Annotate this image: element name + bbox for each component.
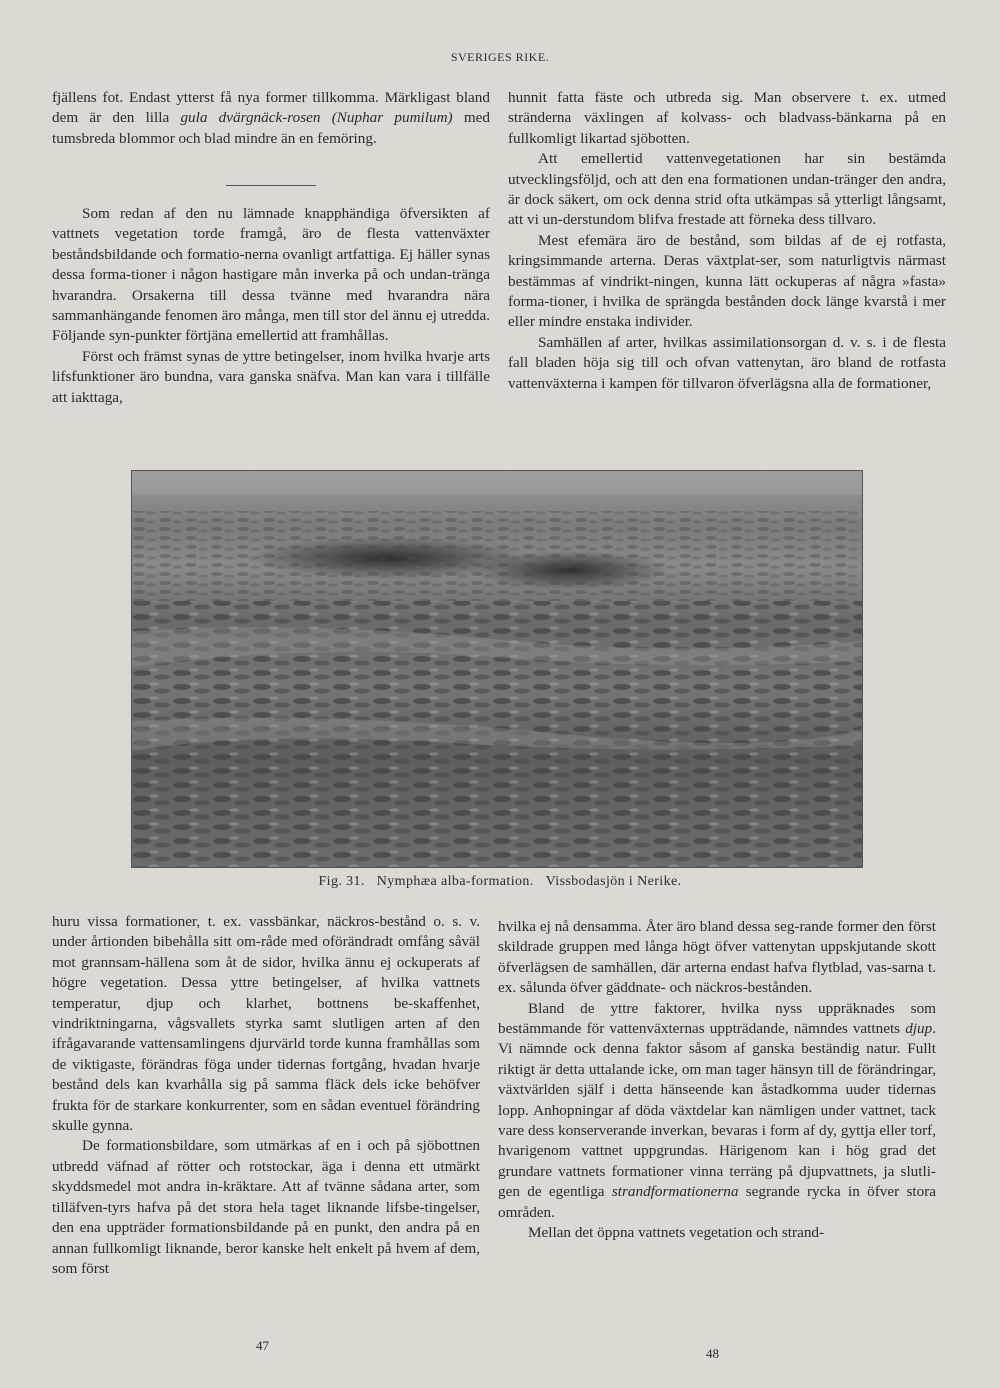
text-run: Bland de yttre faktorer, hvilka nyss uppräknades som bestämmande för vattenväxternas uppträdande, nämndes vattnets bbox=[498, 999, 936, 1038]
pond-photo-texture bbox=[132, 471, 862, 867]
column-bottom-left bbox=[52, 912, 480, 1279]
column-top-right bbox=[508, 88, 946, 394]
paragraph: Mest efemära äro de bestånd, som bildas af de ej rotfasta, kringsimmande arterna. Deras växtplat-ser, som naturligtvis närmast bestämmas af vindrikt-ningen, kunna lätt ockuperas af några »fasta» forma-tioner, i hvilka de sprängda bestånden dock länge kvarstå i mer eller mindre enstaka individer. bbox=[508, 231, 946, 331]
paragraph: De formationsbildare, som utmärkas af en i och på sjöbottnen utbredd väfnad af rötter och rotstockar, äga i denna ett utmärkt skyddsmedel mot andra in-kräktare. Att af tvänne sådana arter, som tilläfven-tyrs hafva på det stora hela taget liknande lifsbe-tingelser, den ena uppträder formationsbildande på en punkt, den andra på en annan fullkomligt liknande, beror kanske helt enkelt på hvem af dem, som först bbox=[52, 1137, 480, 1277]
paragraph: Som redan af den nu lämnade knapphändiga öfversikten af vattnets vegetation torde framgå, äro de flesta vattenväxter beståndsbildande och formatio-nerna ovanligt artfattiga. Ej häller synas dessa forma-tioner i någon hastigare mån inverka på och undan-tränga hvarandra. Orsakerna till dessa tvänne med hvarandra nära sammanhängande fenomen äro många, men till stor del ännu ej utredda. Följande syn-punkter förtjäna emellertid att framhållas. bbox=[52, 205, 490, 345]
paragraph: Först och främst synas de yttre betingelser, inom hvilka hvarje arts lifsfunktioner äro bundna, vara ganska snäfva. Man kan vara i tillfälle att iakttaga, bbox=[52, 347, 490, 406]
paragraph: Samhällen af arter, hvilkas assimilationsorgan d. v. s. i de flesta fall bladen höja sig till och ofvan vattenytan, äro bland de rotfasta vattenväxterna i kampen för tillvaron öfverlägsna alla de formationer, bbox=[508, 333, 946, 392]
paragraph: Mellan det öppna vattnets vegetation och strand- bbox=[528, 1224, 825, 1242]
paragraph: hvilka ej nå densamma. Åter äro bland dessa seg-rande former den först skildrade gruppen med långa högt öfver vattenytan uppskjutande skott öfverlägsen de samhällen, där arterna endast hafva flytblad, vas-sarna t. ex. sålunda öfver gäddnate- och näckros-bestånden. bbox=[498, 918, 936, 997]
page-number-right: 48 bbox=[706, 1346, 719, 1361]
column-top-left-continued bbox=[52, 204, 490, 408]
paragraph: hunnit fatta fäste och utbreda sig. Man observere t. ex. utmed stränderna växlingen af kolvass- och bladvass-bänkarna på en fullkomligt likartad sjöbotten. bbox=[508, 89, 946, 147]
italic-term: strandformationerna bbox=[611, 1183, 739, 1201]
figure-species: Nymphæa alba-formation. bbox=[376, 874, 534, 889]
photograph-water-lily-formation bbox=[131, 470, 863, 868]
figure-label: Fig. 31. bbox=[318, 874, 365, 889]
page-number-left: 47 bbox=[256, 1338, 269, 1353]
running-header: SVERIGES RIKE. bbox=[450, 50, 550, 64]
text-run: segrande rycka in öfver stora områden. bbox=[498, 1183, 937, 1221]
italic-species-name: gula dvärgnäck-rosen (Nuphar pumilum) bbox=[180, 109, 453, 127]
paragraph bbox=[498, 999, 936, 1223]
text-run: . Vi nämnde ock denna faktor såsom af ganska beständig natur. Fullt riktigt är detta uttalande icke, om man tager hänsyn till de förändringar, växtvärlden själf i detta hänseende kan åstadkomma uuder tidernas lopp. Anhopningar af döda växtdelar kan nämligen under vattnet, tack vare dess konserverande inverkan, bevaras i form af dy, gyttja eller torf, hvarigenom vattnet uppgrundas. Härigenom kan i hög grad det grundare vattnets formationer vinna terräng på djupvattnets, ja slutli-gen de egentliga bbox=[498, 1020, 936, 1201]
figure-place: Vissbodasjön i Nerike. bbox=[545, 874, 682, 889]
paragraph bbox=[52, 88, 490, 149]
paragraph: Att emellertid vattenvegetationen har sin bestämda utvecklingsföljd, och att den ena formationen undan-tränger den andra, är dock säkert, om ock denna strid ofta utkämpas så ytterligt långsamt, att vi un-derstundom blifva frestade att förneka dess tillvaro. bbox=[508, 150, 946, 229]
column-bottom-right bbox=[498, 917, 936, 1244]
text-run: med tumsbreda blommor och blad mindre än en femöring. bbox=[52, 109, 490, 147]
paragraph: huru vissa formationer, t. ex. vassbänkar, näckros-bestånd o. s. v. under årtionden bibehålla sitt om-råde med oförändradt omfång såväl mot grannsam-hällena som åt de sidor, hvilka ännu ej ockuperats af högre vegetation. Dessa yttre betingelser, af hvilka vattnets temperatur, djup och klarhet, bottnens be-skaffenhet, vindriktningarna, vågsvallets styrka samt slutligen arten af den ifrågavarande vattensamlingens djurvärld torde kunna framhållas som de viktigaste, förändras föga under tidernas fortgång, hvadan hvarje bestånd dels kan kvarhålla sig på samma fläck dels icke behöfver frukta för de starkare konkurrenter, som en sådan eventuel förändring skulle gynna. bbox=[52, 913, 480, 1135]
italic-term: djup bbox=[905, 1020, 933, 1038]
text-run: fjällens fot. Endast ytterst få nya former tillkomma. Märkligast bland dem är den lilla bbox=[52, 89, 490, 127]
figure-caption bbox=[0, 874, 1000, 890]
column-top-left bbox=[52, 88, 490, 149]
section-divider bbox=[226, 185, 316, 186]
